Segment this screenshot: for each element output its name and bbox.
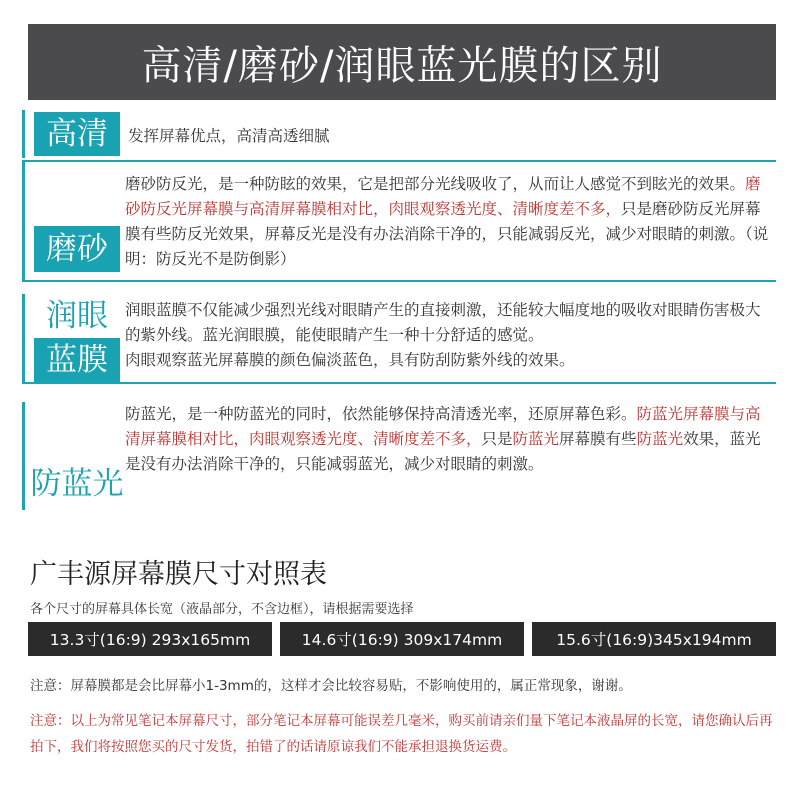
anti-blue-text-3: 屏幕膜有些: [559, 430, 637, 448]
anti-blue-text-2: 只是: [481, 430, 513, 448]
size-option-13-3: 13.3寸(16:9) 293x165mm: [28, 622, 272, 656]
note-warning: 注意：以上为常见笔记本屏幕尺寸，部分笔记本屏幕可能误差几毫米，购买前请亲们量下笔记本液晶屏的长宽，请您确认后再拍下，我们将按照您买的尺寸发货，拍错了的话请原谅我们不能承担退换货运费。: [30, 713, 773, 755]
section-divider: [22, 280, 776, 282]
matte-text-highlight: 磨砂防反光屏幕膜与高清屏幕膜相对比，肉眼观察透光度、清晰度差不多，: [125, 175, 761, 218]
anti-blue-text-1: 防蓝光，是一种防蓝光的同时，依然能够保持高清透光率，还原屏幕色彩。: [125, 405, 637, 423]
anti-blue-text-highlight: 防蓝光屏幕膜与高清屏幕膜相对比，肉眼观察透光度、清晰度差不多，: [125, 405, 761, 448]
eye-text-1: 润眼蓝膜不仅能减少强烈光线对眼睛产生的直接刺激，还能较大幅度地的吸收对眼睛伤害极大的紫外线。蓝光润眼膜，能使眼睛产生一种十分舒适的感觉。: [125, 301, 761, 344]
eye-description: [125, 298, 773, 373]
section-divider: [22, 382, 776, 384]
anti-blue-description: [125, 402, 773, 477]
anti-blue-text-highlight-2: 防蓝光: [512, 430, 560, 448]
matte-description: [125, 172, 773, 272]
size-table-title: 广丰源屏幕膜尺寸对照表: [30, 559, 327, 590]
eye-label-bottom: 蓝膜: [34, 338, 120, 382]
eye-label-top: 润眼: [46, 297, 108, 334]
size-option-15-6: 15.6寸(16:9)345x194mm: [532, 622, 776, 656]
matte-label: 磨砂: [34, 226, 120, 272]
anti-blue-text-highlight-3: 防蓝光: [636, 430, 684, 448]
anti-blue-text-4: 效果，蓝光是没有办法消除干净的，只能减弱蓝光，减少对眼睛的刺激。: [125, 430, 761, 473]
section-divider: [22, 160, 776, 162]
section-accent-bar: [22, 110, 25, 158]
hd-description: 发挥屏幕优点，高清高透细腻: [128, 127, 330, 145]
anti-blue-label: 防蓝光: [30, 465, 124, 502]
hd-label: 高清: [34, 112, 120, 156]
size-table-subtitle: 各个尺寸的屏幕具体长宽（液晶部分，不含边框），请根据需要选择: [30, 602, 414, 617]
matte-text-1: 磨砂防反光，是一种防眩的效果，它是把部分光线吸收了，从而让人感觉不到眩光的效果。: [125, 175, 746, 193]
section-accent-bar: [22, 402, 25, 510]
eye-text-2: 肉眼观察蓝光屏幕膜的颜色偏淡蓝色，具有防刮防紫外线的效果。: [125, 351, 575, 369]
page-title: 高清/磨砂/润眼蓝光膜的区别: [28, 24, 776, 100]
size-option-14-6: 14.6寸(16:9) 309x174mm: [280, 622, 524, 656]
section-accent-bar: [22, 162, 25, 280]
note-normal: 注意：屏幕膜都是会比屏幕小1-3mm的，这样才会比较容易贴，不影响使用的，属正常现象，谢谢。: [30, 678, 632, 694]
matte-text-2: 只是磨砂防反光屏幕膜有些防反光效果，屏幕反光是没有办法消除干净的，只能减弱反光，减少对眼睛的刺激。（说明：防反光不是防倒影）: [125, 200, 769, 268]
section-accent-bar: [22, 294, 25, 382]
